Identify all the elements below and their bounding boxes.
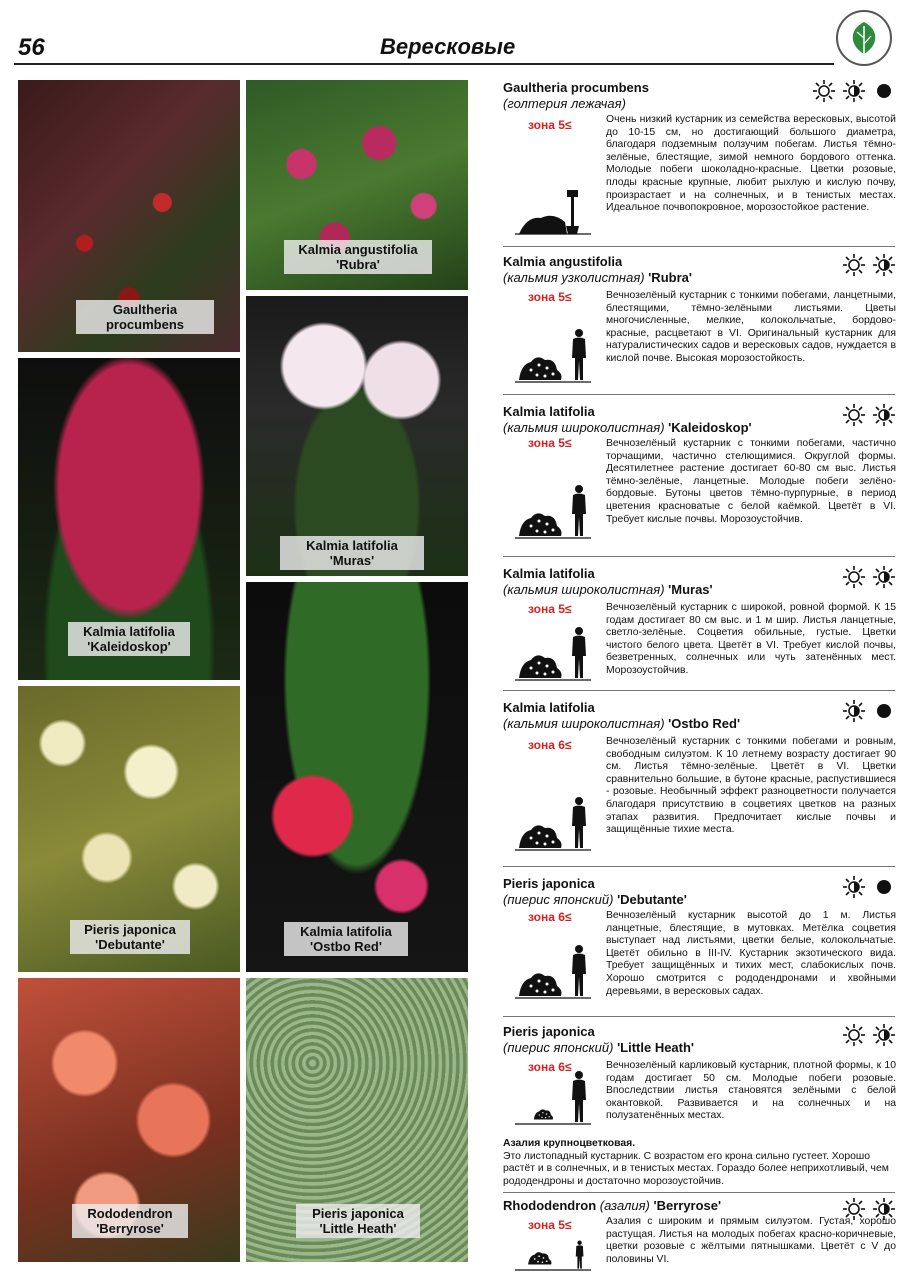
photo-caption: Pieris japonica 'Little Heath' <box>296 1204 420 1238</box>
entry-kalmia-latifolia-ostbo-red <box>503 700 895 864</box>
entry-description: Вечнозелёный кустарник с тонкими побегами и ровным, свободным силуэтом. К 10 летнему возрасту достигает 90 см. Листья тёмно-зелёные. Цветёт в VI. Цветки сравнительно большие, в бутоне красные, распустившиеся - розовые. Необычный эффект разноцветности получается благодаря присутствию в соцветиях цветков на разных этапах развития. Предпочитает кислые почвы и защищённые тихие места. <box>606 736 896 836</box>
shrub-person-silhouette-icon <box>513 1232 593 1277</box>
hardiness-zone: зона 5≤ <box>528 602 572 616</box>
light-icons <box>843 404 895 426</box>
sun-icon <box>813 80 835 102</box>
page-title: Вересковые <box>380 34 516 59</box>
shrub-person-silhouette-icon <box>513 1066 593 1131</box>
photo-caption: Kalmia latifolia 'Muras' <box>280 536 424 570</box>
entry-divider <box>503 556 895 557</box>
shade-icon <box>873 876 895 898</box>
photo-caption: Kalmia latifolia 'Ostbo Red' <box>284 922 408 956</box>
photo-caption: Kalmia angustifolia 'Rubra' <box>284 240 432 274</box>
hardiness-zone: зона 5≤ <box>528 1218 572 1232</box>
half-shade-icon <box>873 404 895 426</box>
entry-common-name: (пиерис японский) 'Debutante' <box>503 892 687 907</box>
leaf-logo-icon <box>836 10 892 66</box>
photo-caption: Pieris japonica 'Debutante' <box>70 920 190 954</box>
light-icons <box>843 566 895 588</box>
shrub-person-silhouette-icon <box>513 480 593 545</box>
half-shade-icon <box>843 876 865 898</box>
photo-kalmia-latifolia-muras <box>246 296 468 576</box>
entry-pieris-japonica-debutante <box>503 876 895 1016</box>
entry-divider <box>503 1192 895 1193</box>
header-rule <box>14 63 834 65</box>
half-shade-icon <box>873 254 895 276</box>
ground-cover-silhouette-icon <box>513 176 593 241</box>
azalea-note-text: Это листопадный кустарник. С возрастом его крона сильно густеет. Хорошо растёт и в солнечных, и в тенистых местах. Гораздо более неприхотливый, чем рододендроны и достаточно морозоустойчив. <box>503 1150 889 1187</box>
entry-name: Pieris japonica <box>503 876 595 891</box>
sun-icon <box>843 404 865 426</box>
azalea-note <box>503 1138 895 1188</box>
entry-description: Вечнозелёный кустарник с широкой, ровной формой. К 15 годам достигает 80 см выс. и 1 м шир. Листья ланцетные, светло-зелёные. Соцветия обильные, густые. Цветки чистого белого цвета. Цветёт в VI. Требует кислой почвы, безветренных, солнечных или чуть затенённых мест. Морозоустойчив. <box>606 602 896 676</box>
entry-divider <box>503 866 895 867</box>
entry-name: Kalmia angustifolia <box>503 254 623 269</box>
entry-description: Вечнозелёный кустарник с тонкими побегами, ланцетными, блестящими, тёмно-зелёными листьями. Цветы многочисленные, мелкие, колокольчатые, бордово-красные, расцветают в VI. Оригинальный кустарник для натуралистических садов и вересковых садов, нуждается в кислой почве. Высокая морозостойкость. <box>606 290 896 364</box>
photo-kalmia-latifolia-kaleidoskop <box>18 358 240 680</box>
entry-rhododendron-berryrose <box>503 1198 895 1274</box>
entry-common-name: (пиерис японский) 'Little Heath' <box>503 1040 695 1055</box>
entry-description: Очень низкий кустарник из семейства вересковых, высотой до 10-15 см, но достигающий большого диаметра, благодаря подземным ползучим побегам. Листья тёмно-зелёные, блестящие, зимой немного бордового оттенка. Молодые побеги шоколадно-красные. Цветки розовые, плоды красные крупные, любит рыхлую и кислую почву, произрастает и на солнечных, и в тенистых местах. Идеальное почвопокровное, морозостойкое растение. <box>606 114 896 214</box>
hardiness-zone: зона 6≤ <box>528 1060 572 1074</box>
light-icons <box>843 876 895 898</box>
sun-icon <box>843 1024 865 1046</box>
entry-common-name: (голтерия лежачая) <box>503 96 626 111</box>
photo-caption: Rododendron 'Berryrose' <box>72 1204 188 1238</box>
half-shade-icon <box>843 80 865 102</box>
entry-common-name: (кальмия широколистная) 'Muras' <box>503 582 713 597</box>
photo-kalmia-latifolia-ostbo-red <box>246 582 468 972</box>
half-shade-icon <box>873 1024 895 1046</box>
half-shade-icon <box>843 700 865 722</box>
shrub-person-silhouette-icon <box>513 940 593 1005</box>
entry-divider <box>503 690 895 691</box>
shrub-person-silhouette-icon <box>513 622 593 687</box>
entry-description: Азалия с широким и прямым силуэтом. Густая, хорошо растущая. Листья на молодых побегах красно-коричневые, цветки розовые с жёлтыми пятнышками. Цветёт с V до половины VI. <box>606 1216 896 1265</box>
sun-icon <box>843 254 865 276</box>
photo-pieris-japonica-little-heath <box>246 978 468 1262</box>
light-icons <box>813 80 895 102</box>
entry-pieris-japonica-little-heath <box>503 1024 895 1134</box>
entry-name: Pieris japonica <box>503 1024 595 1039</box>
entry-description: Вечнозелёный карликовый кустарник, плотной формы, к 10 годам достигает 50 см. Молодые побеги розовые. Впоследствии листья становятся зелёными с белой окантовкой. Развивается и на солнечных и на полузатенённых местах. <box>606 1060 896 1122</box>
entry-name: Kalmia latifolia <box>503 700 595 715</box>
entry-kalmia-latifolia-kaleidoskop <box>503 404 895 554</box>
hardiness-zone: зона 5≤ <box>528 436 572 450</box>
shrub-person-silhouette-icon <box>513 324 593 389</box>
shade-icon <box>873 80 895 102</box>
page-number: 56 <box>18 34 45 61</box>
photo-caption: Gaultheria procumbens <box>76 300 214 334</box>
photo-gaultheria-procumbens <box>18 80 240 352</box>
entry-common-name: (кальмия узколистная) 'Rubra' <box>503 270 692 285</box>
photo-caption: Kalmia latifolia 'Kaleidoskop' <box>68 622 190 656</box>
hardiness-zone: зона 6≤ <box>528 738 572 752</box>
entry-description: Вечнозелёный кустарник с тонкими побегами, частично торчащими, частично стелющимися. Округлой формы. Десятилетнее растение достигает 60-80 см выс. Листья тёмно-зелёные, ланцетные. Молодые побеги зелёно-бордовые. Бутоны цветов тёмно-пурпурные, в период цветения красноватые с белой каёмкой. Цветёт в VI. Требует кислые почвы. Морозоустойчив. <box>606 438 896 525</box>
light-icons <box>843 254 895 276</box>
entry-name: Kalmia latifolia <box>503 566 595 581</box>
hardiness-zone: зона 5≤ <box>528 118 572 132</box>
entry-kalmia-latifolia-muras <box>503 566 895 690</box>
light-icons <box>843 700 895 722</box>
entry-name: Kalmia latifolia <box>503 404 595 419</box>
entry-kalmia-angustifolia-rubra <box>503 254 895 394</box>
photo-kalmia-angustifolia-rubra <box>246 80 468 290</box>
photo-pieris-japonica-debutante <box>18 686 240 972</box>
azalea-note-title: Азалия крупноцветковая. <box>503 1138 636 1149</box>
entry-divider <box>503 394 895 395</box>
entry-divider <box>503 246 895 247</box>
hardiness-zone: зона 5≤ <box>528 290 572 304</box>
shade-icon <box>873 700 895 722</box>
light-icons <box>843 1024 895 1046</box>
entry-name: Gaultheria procumbens <box>503 80 649 95</box>
hardiness-zone: зона 6≤ <box>528 910 572 924</box>
entry-common-name: (кальмия широколистная) 'Kaleidoskop' <box>503 420 752 435</box>
photo-rododendron-berryrose <box>18 978 240 1262</box>
entry-divider <box>503 1016 895 1017</box>
shrub-person-silhouette-icon <box>513 792 593 857</box>
entry-name: Rhododendron (азалия) 'Berryrose' <box>503 1198 722 1213</box>
half-shade-icon <box>873 566 895 588</box>
entry-common-name: (кальмия широколистная) 'Ostbo Red' <box>503 716 741 731</box>
entry-gaultheria-procumbens <box>503 80 895 242</box>
entry-description: Вечнозелёный кустарник высотой до 1 м. Листья ланцетные, блестящие, в мутовках. Метёлка соцветия выступает над листьями, цветки белые, колокольчатые. Цветёт обильно в III-IV. Кустарник экзотического вида. Требует защищённых и тихих мест, слабокислых почв. Хорошо смотрится с рододендронами и хвойными деревьями, в вересковых садах. <box>606 910 896 997</box>
sun-icon <box>843 566 865 588</box>
